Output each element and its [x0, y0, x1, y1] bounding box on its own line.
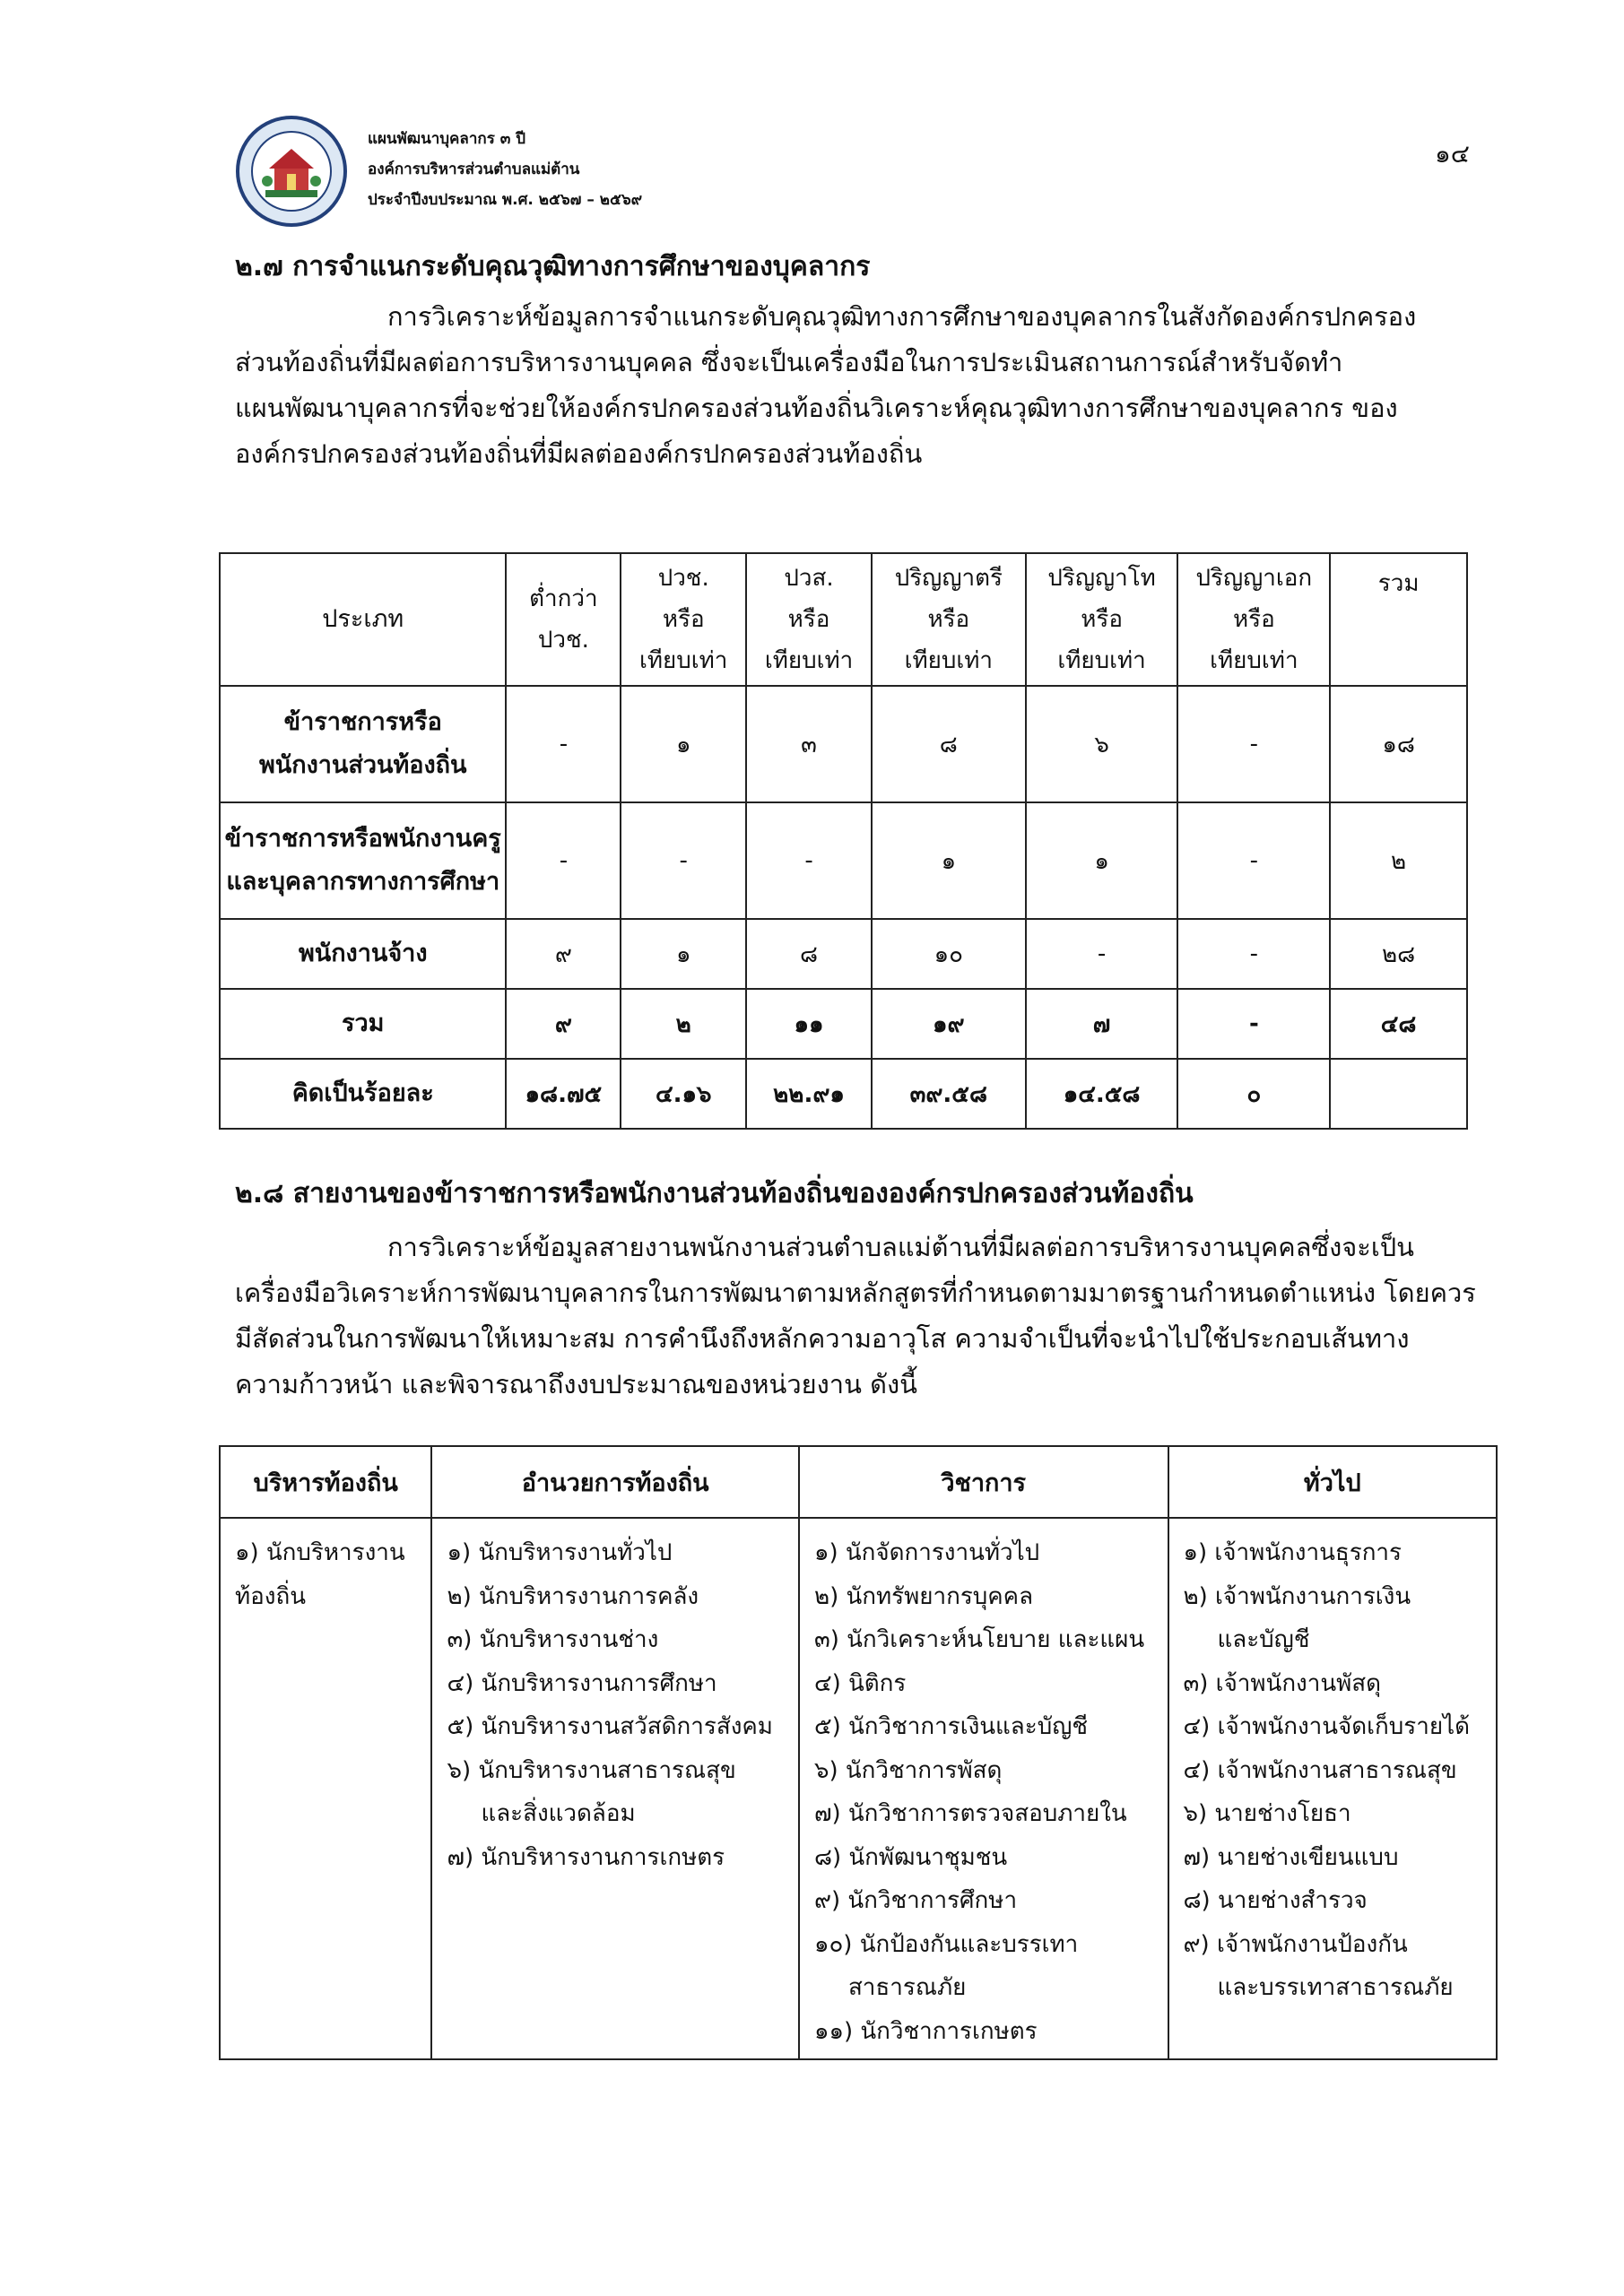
table-cell: ๙ [506, 919, 621, 989]
table-row [220, 1518, 1497, 2059]
table-cell: ๒๘ [1330, 919, 1467, 989]
column-header-academic: วิชาการ [799, 1446, 1168, 1518]
positions-column-general [1168, 1518, 1498, 2059]
section-2-7-heading: ๒.๗ การจำแนกระดับคุณวุฒิทางการศึกษาของบุคลากร [235, 251, 871, 282]
table-cell: ๔๘ [1330, 989, 1467, 1059]
table-cell: ๔.๑๖ [621, 1059, 746, 1129]
positions-column-academic [799, 1518, 1168, 2059]
column-header-doctorate: ปริญญาเอก หรือ เทียบเท่า [1177, 553, 1330, 686]
column-header-vocational-certificate: ปวช. หรือ เทียบเท่า [621, 553, 746, 686]
section-2-8-paragraph [235, 1225, 1481, 1408]
table-cell: - [1177, 686, 1330, 802]
position-item-continuation: สาธารณภัย [847, 1974, 967, 2001]
position-item-continuation: และบรรเทาสาธารณภัย [1217, 1974, 1454, 2001]
table-cell: - [1026, 919, 1178, 989]
table-row [220, 802, 1467, 919]
table-cell: ๘ [746, 919, 872, 989]
position-item: ๔) นิติกร [813, 1669, 907, 1697]
table-cell: - [746, 802, 872, 919]
column-header-master: ปริญญาโท หรือ เทียบเท่า [1026, 553, 1178, 686]
column-header-local-director: อำนวยการท้องถิ่น [431, 1446, 798, 1518]
position-item: ๑) เจ้าพนักงานธุรการ [1183, 1539, 1402, 1566]
position-item: ๗) นักวิชาการตรวจสอบภายใน [813, 1800, 1127, 1827]
position-item: ๖) นักบริหารงานสาธารณสุข [447, 1756, 736, 1784]
column-header-general: ทั่วไป [1168, 1446, 1498, 1518]
table-cell: ๗ [1026, 989, 1178, 1059]
section-2-7-paragraph [235, 294, 1481, 477]
position-item: ๔) เจ้าพนักงานจัดเก็บรายได้ [1183, 1713, 1471, 1740]
position-item-continuation: และสิ่งแวดล้อม [481, 1800, 636, 1827]
table-cell: ๘ [872, 686, 1026, 802]
position-item: ๖) นายช่างโยธา [1183, 1800, 1351, 1827]
document-header [368, 124, 642, 215]
table-cell: ๑๘.๗๕ [506, 1059, 621, 1129]
position-item: ๔) เจ้าพนักงานสาธารณสุข [1183, 1756, 1457, 1784]
position-item: ๖) นักวิชาการพัสดุ [813, 1756, 1003, 1784]
header-plan-title: แผนพัฒนาบุคลากร ๓ ปี [368, 130, 526, 148]
position-item: ๕) นักบริหารงานสวัสดิการสังคม [447, 1713, 773, 1740]
position-item-continuation: และบัญชี [1217, 1626, 1310, 1653]
table-cell: - [506, 686, 621, 802]
position-lines-table [219, 1445, 1498, 2060]
position-item: ๑) นักบริหารงานทั่วไป [447, 1539, 673, 1566]
table-row [220, 919, 1467, 989]
table-cell: ๒ [621, 989, 746, 1059]
table-cell: - [1177, 802, 1330, 919]
position-item: ท้องถิ่น [235, 1582, 306, 1610]
position-item: ๓) นักวิเคราะห์นโยบาย และแผน [813, 1626, 1145, 1653]
header-organization: องค์การบริหารส่วนตำบลแม่ต้าน [368, 160, 580, 178]
paragraph-line: องค์กรปกครองส่วนท้องถิ่นที่มีผลต่อองค์กรปกครองส่วนท้องถิ่น [235, 438, 923, 469]
table-cell: - [1177, 989, 1330, 1059]
column-header-bachelor: ปริญญาตรี หรือ เทียบเท่า [872, 553, 1026, 686]
section-2-8-heading: ๒.๘ สายงานของข้าราชการหรือพนักงานส่วนท้องถิ่นขององค์กรปกครองส่วนท้องถิ่น [235, 1178, 1194, 1209]
table-cell: - [506, 802, 621, 919]
paragraph-line: ส่วนท้องถิ่นที่มีผลต่อการบริหารงานบุคคล ซึ่งจะเป็นเครื่องมือในการประเมินสถานการณ์สำหรับจัดทำ [235, 347, 1343, 377]
table-cell: ๑๙ [872, 989, 1026, 1059]
column-header-below-vocational: ต่ำกว่า ปวช. [506, 553, 621, 686]
paragraph-line: มีสัดส่วนในการพัฒนาให้เหมาะสม การคำนึงถึงหลักความอาวุโส ความจำเป็นที่จะนำไปใช้ประกอบเส้นทาง [235, 1323, 1410, 1354]
education-level-table [219, 552, 1468, 1130]
positions-column-executive [220, 1518, 431, 2059]
paragraph-line: เครื่องมือวิเคราะห์การพัฒนาบุคลากรในการพัฒนาตามหลักสูตรที่กำหนดตามมาตรฐานกำหนดตำแหน่ง โดยควร [235, 1278, 1476, 1308]
position-item: ๔) นักบริหารงานการศึกษา [447, 1669, 717, 1697]
table-cell: ๖ [1026, 686, 1178, 802]
table-row-percentage [220, 1059, 1467, 1129]
column-header-higher-vocational: ปวส. หรือ เทียบเท่า [746, 553, 872, 686]
paragraph-line: ความก้าวหน้า และพิจารณาถึงงบประมาณของหน่วยงาน ดังนี้ [235, 1369, 917, 1399]
position-item: ๑) นักบริหารงาน [235, 1539, 405, 1566]
row-label: คิดเป็นร้อยละ [220, 1059, 506, 1129]
organization-seal-logo [235, 115, 348, 228]
table-cell: ๑ [872, 802, 1026, 919]
table-cell: - [621, 802, 746, 919]
table-row [220, 686, 1467, 802]
table-cell [1330, 1059, 1467, 1129]
position-item: ๒) นักทรัพยากรบุคคล [813, 1582, 1034, 1610]
position-item: ๒) เจ้าพนักงานการเงิน [1183, 1582, 1411, 1610]
position-item: ๒) นักบริหารงานการคลัง [447, 1582, 699, 1610]
header-fiscal-year: ประจำปีงบประมาณ พ.ศ. ๒๕๖๗ – ๒๕๖๙ [368, 191, 643, 209]
row-label: ข้าราชการหรือ พนักงานส่วนท้องถิ่น [220, 686, 506, 802]
position-item: ๙) นักวิชาการศึกษา [813, 1887, 1018, 1914]
table-cell: ๑ [621, 686, 746, 802]
paragraph-line: แผนพัฒนาบุคลากรที่จะช่วยให้องค์กรปกครองส่วนท้องถิ่นวิเคราะห์คุณวุฒิทางการศึกษาของบุคลากร ของ [235, 393, 1398, 423]
table-cell: ๓ [746, 686, 872, 802]
position-item: ๘) นายช่างสำรวจ [1183, 1887, 1368, 1914]
table-cell: - [1177, 919, 1330, 989]
position-item: ๓) นักบริหารงานช่าง [447, 1626, 659, 1653]
position-item: ๑๐) นักป้องกันและบรรเทา [813, 1930, 1079, 1958]
table-cell: ๙ [506, 989, 621, 1059]
table-cell: ๑ [1026, 802, 1178, 919]
table-cell: ๒๒.๙๑ [746, 1059, 872, 1129]
table-row-total [220, 989, 1467, 1059]
column-header-local-executive: บริหารท้องถิ่น [220, 1446, 431, 1518]
row-label: รวม [220, 989, 506, 1059]
position-item: ๓) เจ้าพนักงานพัสดุ [1183, 1669, 1382, 1697]
table-cell: ๒ [1330, 802, 1467, 919]
position-item: ๘) นักพัฒนาชุมชน [813, 1843, 1008, 1871]
table-cell: ๑๔.๕๘ [1026, 1059, 1178, 1129]
positions-column-director [431, 1518, 798, 2059]
column-header-total: รวม [1330, 553, 1467, 686]
table-header-row [220, 553, 1467, 686]
paragraph-line: การวิเคราะห์ข้อมูลสายงานพนักงานส่วนตำบลแม่ต้านที่มีผลต่อการบริหารงานบุคคลซึ่งจะเป็น [387, 1232, 1414, 1262]
position-item: ๗) นายช่างเขียนแบบ [1183, 1843, 1399, 1871]
position-item: ๑๑) นักวิชาการเกษตร [813, 2017, 1038, 2045]
table-cell: ๓๙.๕๘ [872, 1059, 1026, 1129]
paragraph-line: การวิเคราะห์ข้อมูลการจำแนกระดับคุณวุฒิทางการศึกษาของบุคลากรในสังกัดองค์กรปกครอง [387, 301, 1417, 332]
table-cell: ๐ [1177, 1059, 1330, 1129]
row-label: พนักงานจ้าง [220, 919, 506, 989]
table-cell: ๑๘ [1330, 686, 1467, 802]
table-cell: ๑๐ [872, 919, 1026, 989]
position-item: ๑) นักจัดการงานทั่วไป [813, 1539, 1040, 1566]
table-cell: ๑๑ [746, 989, 872, 1059]
page-number: ๑๔ [1435, 139, 1470, 169]
position-item: ๕) นักวิชาการเงินและบัญชี [813, 1713, 1089, 1740]
column-header-type: ประเภท [220, 553, 506, 686]
row-label: ข้าราชการหรือพนักงานครู และบุคลากรทางการศึกษา [220, 802, 506, 919]
position-item: ๗) นักบริหารงานการเกษตร [447, 1843, 725, 1871]
table-header-row [220, 1446, 1497, 1518]
table-cell: ๑ [621, 919, 746, 989]
position-item: ๙) เจ้าพนักงานป้องกัน [1183, 1930, 1408, 1958]
